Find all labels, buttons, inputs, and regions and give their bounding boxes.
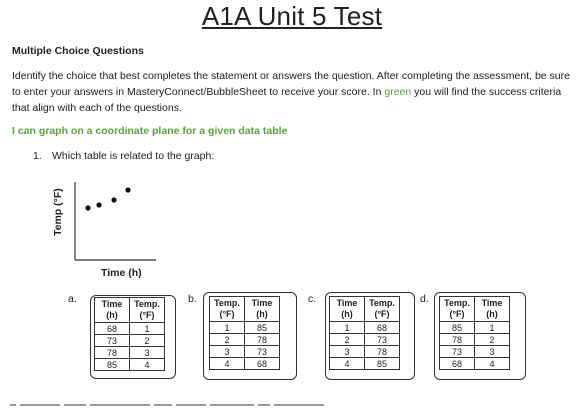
- table-header: Time (h): [475, 297, 510, 322]
- graph-point: [96, 202, 101, 207]
- table-cell: 1: [130, 323, 165, 335]
- table-cell: 4: [210, 358, 245, 370]
- table-cell: 2: [330, 334, 365, 346]
- table-cell: 78: [365, 346, 400, 358]
- option-d-table[interactable]: [439, 296, 510, 370]
- table-cell: 85: [95, 359, 130, 371]
- table-cell: 85: [365, 358, 400, 370]
- table-cell: 68: [440, 358, 475, 370]
- table-header: Temp. (°F): [130, 298, 165, 323]
- table-cell: 85: [245, 322, 280, 334]
- table-cell: 73: [365, 334, 400, 346]
- option-a-letter: a.: [68, 293, 77, 305]
- option-c-letter: c.: [308, 293, 317, 305]
- table-cell: 78: [440, 334, 475, 346]
- table-header: Time (h): [330, 297, 365, 322]
- option-c-table[interactable]: [329, 296, 400, 370]
- cropped-text-fragment: [10, 404, 340, 412]
- table-cell: 68: [95, 323, 130, 335]
- success-criteria: I can graph on a coordinate plane for a given data table: [12, 125, 288, 137]
- instructions: [12, 68, 572, 116]
- instructions-part2: you will find the success criteria that align with each of the questions.: [12, 86, 562, 114]
- test-title: A1A Unit 5 Test: [201, 1, 383, 31]
- table-cell: 78: [245, 334, 280, 346]
- graph-point: [125, 187, 130, 192]
- table-cell: 1: [210, 322, 245, 334]
- instructions-green-word: green: [384, 86, 412, 98]
- graph-x-label: Time (h): [101, 267, 142, 279]
- scatter-graph: [58, 180, 158, 265]
- table-header: Time (h): [245, 297, 280, 322]
- table-cell: 3: [475, 346, 510, 358]
- table-cell: 68: [365, 322, 400, 334]
- table-cell: 1: [475, 322, 510, 334]
- table-cell: 73: [245, 346, 280, 358]
- table-header: Temp. (°F): [210, 297, 245, 322]
- table-cell: 78: [95, 347, 130, 359]
- table-header: Temp. (°F): [440, 297, 475, 322]
- section-heading: Multiple Choice Questions: [12, 45, 144, 57]
- question-text: Which table is related to the graph:: [52, 150, 215, 162]
- graph-point: [111, 197, 116, 202]
- table-header: Time (h): [95, 298, 130, 323]
- table-cell: 3: [130, 347, 165, 359]
- table-cell: 2: [475, 334, 510, 346]
- table-cell: 4: [475, 358, 510, 370]
- table-cell: 2: [130, 335, 165, 347]
- table-cell: 73: [95, 335, 130, 347]
- table-cell: 3: [330, 346, 365, 358]
- graph-point: [85, 205, 90, 210]
- table-cell: 85: [440, 322, 475, 334]
- option-d-letter: d.: [420, 293, 429, 305]
- graph-y-label: Temp (°F): [52, 188, 64, 236]
- table-cell: 2: [210, 334, 245, 346]
- option-b-table[interactable]: [209, 296, 280, 370]
- table-cell: 3: [210, 346, 245, 358]
- table-cell: 4: [330, 358, 365, 370]
- option-b-letter: b.: [188, 293, 197, 305]
- question-number: 1.: [33, 150, 42, 162]
- table-header: Temp. (°F): [365, 297, 400, 322]
- table-cell: 68: [245, 358, 280, 370]
- table-cell: 4: [130, 359, 165, 371]
- table-cell: 1: [330, 322, 365, 334]
- table-cell: 73: [440, 346, 475, 358]
- instructions-part1: Identify the choice that best completes the statement or answers the question. After completing the assessment, be sure to enter your answers in MasteryConnect/BubbleSheet to receive your score. In: [12, 70, 570, 98]
- option-a-table[interactable]: [94, 297, 165, 371]
